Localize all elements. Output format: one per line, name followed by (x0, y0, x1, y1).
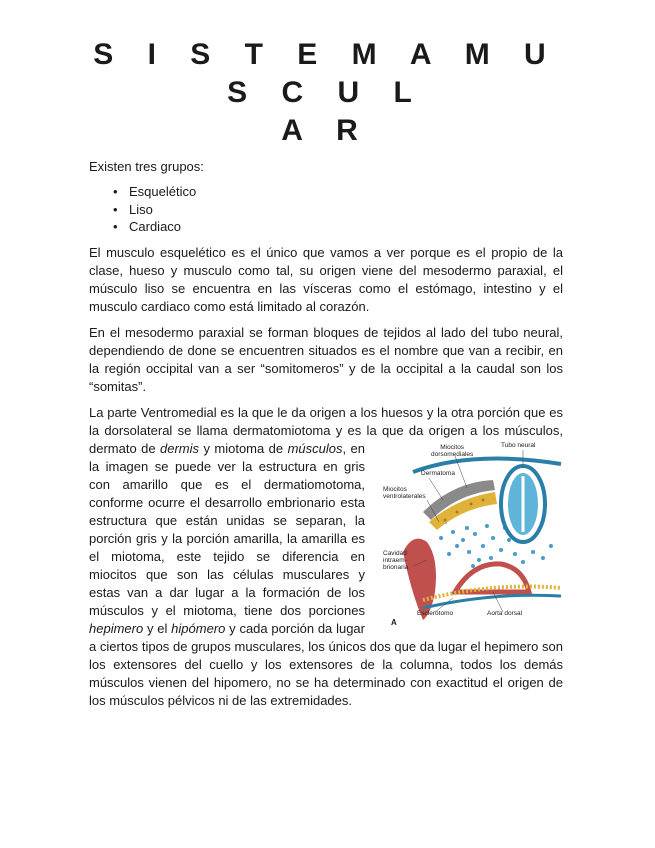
somite-figure (383, 441, 563, 627)
paragraph-3 (89, 404, 563, 710)
paragraph-3-block (89, 404, 563, 710)
label-cavidad: Cavidad intraem- brionaria (383, 549, 409, 571)
page-title (89, 36, 563, 150)
title-line-2: A R (281, 114, 371, 147)
term-dermis: dermis (160, 440, 200, 456)
aorta-dorsal (455, 563, 529, 591)
para3-text-b: y miotoma de (199, 440, 288, 456)
groups-list (89, 183, 563, 236)
list-item: • Cardiaco (129, 218, 563, 236)
paragraph-1: El musculo esquelético es el único que vamos a ver porque es el propio de la clase, hueso y musculo como tal, su origen viene del mesodermo paraxial, el músculo liso se encuentra en las vísceras como el estómago, intestino y el musculo cardiaco como está limitado al corazón. (89, 244, 563, 314)
term-hepimero: hepimero (89, 620, 144, 636)
para3-text-c: , en la imagen se puede ver la estructura en gris con amarillo que es el dermatiomotoma, conforme ocurre el desarrollo embrionario esta estructura que están unidas se separan, la porción gris y la porción amarilla, la amarilla es el miotoma, este tejido se diferencia en miocitos que son las células musculares y estas van a dar lugar a la formación de los músculos y el miotoma, tiene dos porciones (89, 440, 366, 618)
label-miocitos-ventrolaterales: Miocitos ventrolaterales (383, 485, 426, 500)
label-esclerotomo: Esclerotomo (417, 609, 454, 617)
label-miocitos-dorsomediales: Miocitos dorsomediales (431, 443, 474, 458)
title-line-1: S I S T E M A M U S C U L (93, 38, 559, 109)
para3-text-a: La parte Ventromedial es la que le da origen a los huesos y la otra porción que es la dorsolateral se llama dermatomiotoma y es la que da origen a los músculos, dermato de (89, 404, 563, 456)
paragraph-2: En el mesodermo paraxial se forman bloques de tejidos al lado del tubo neural, dependiendo de done se encuentren situados es el nombre que van a recibir, en la región occipital van a ser “somitomeros” y de la occipital a la caudal son los “somitas”. (89, 324, 563, 394)
intro-text: Existen tres grupos: (89, 159, 204, 174)
term-hipomero: hipómero (171, 620, 226, 636)
figure-letter: A (391, 617, 397, 627)
para3-text-d: y el (143, 620, 172, 636)
term-musculos: músculos (287, 440, 343, 456)
list-item: • Liso (129, 201, 563, 219)
somite-diagram (383, 442, 563, 624)
list-item: • Esquelético (129, 183, 563, 201)
label-tubo-neural: Tubo neural (501, 441, 536, 449)
label-aorta-dorsal: Aorta dorsal (487, 609, 523, 617)
label-dermatoma: Dermatoma (421, 469, 455, 477)
para3-text-e: y cada porción da lugar a ciertos tipos de grupos musculares, los únicos dos que da lugar el hepimero son los extensores del cuello y los extensores de la columna, todos los demás músculos vienen del hipomero, no se ha determinado con exactitud el origen de los músculos pélvicos ni de las extremidades. (89, 620, 563, 708)
document-page (89, 36, 563, 718)
